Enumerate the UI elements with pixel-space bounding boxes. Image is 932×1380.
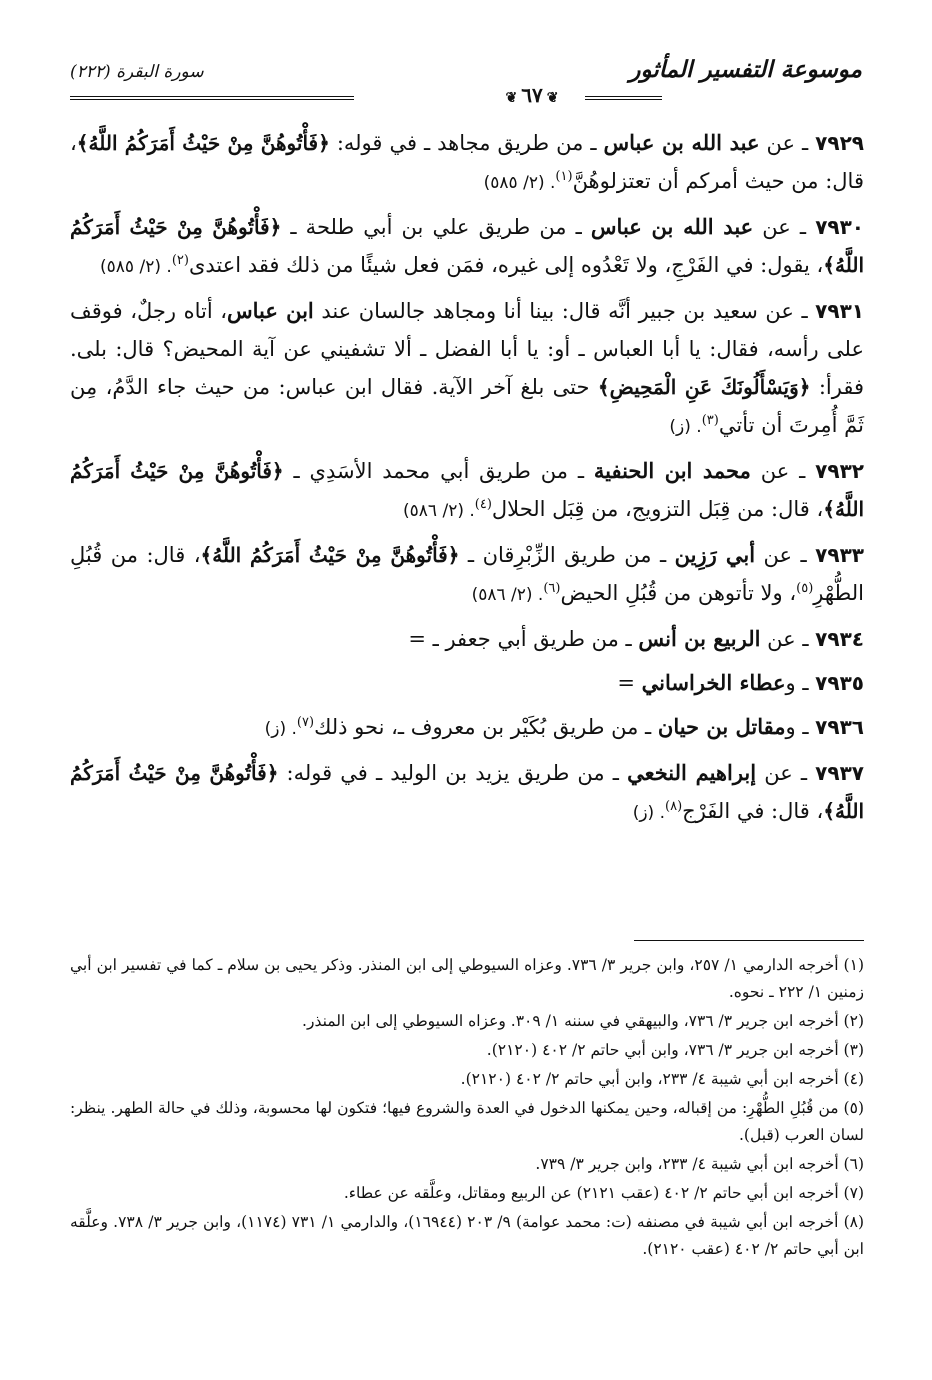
entry-text: ، قال: من قِبَل التزويج، من قِبَل الحلال [491,497,824,521]
quran-quote: ﴿فَأْتُوهُنَّ مِنْ حَيْثُ أَمَرَكُمُ اللَّهُ﴾ [70,459,864,521]
narrator-name: عطاء الخراساني [641,670,786,695]
narrator-name: محمد ابن الحنفية [593,458,751,483]
narrator-name: مقاتل بن حيان [657,714,786,739]
entry-text: ـ عن [750,459,816,483]
entry-text: ـ من طريق أبي جعفر ـ = [408,627,639,651]
footnote-marker: (٢) [171,253,189,268]
volume-reference: . (٢/ ٥٨٦) [471,585,544,605]
entry-number: ٧٩٣٣ [815,543,864,567]
footnote-marker: (١) [555,169,573,184]
footnote-marker: (٨) [665,799,683,814]
entry-number: ٧٩٣٥ [815,671,864,695]
ornament-icon: ❦ [505,90,518,106]
entry-text: ـ عن [756,761,816,785]
entry-text: ـ عن [753,215,816,239]
entry-text: ـ من طريق بُكَيْر بن معروف ـ، نحو ذلك [314,715,658,739]
footnote: (٦) أخرجه ابن أبي شيبة ٤/ ٢٣٣، وابن جرير ٣/ ٧٣٩. [535,1155,864,1173]
entry-text: ـ عن [760,627,816,651]
entry-text: ـ و [785,671,816,695]
quran-quote: ﴿فَأْتُوهُنَّ مِنْ حَيْثُ أَمَرَكُمُ اللَّهُ﴾ [70,761,864,823]
page-number: ٦٧ [521,83,543,107]
main-text [70,124,864,838]
entry-text: ـ من طريق مجاهد ـ في قوله: [329,131,604,155]
footnote-marker: (٥) [796,581,814,596]
entry-text: ، قال: في الفَرْج [682,799,824,823]
entry [70,452,864,530]
entry-number: ٧٩٣١ [815,299,864,323]
entry-number: ٧٩٣٤ [815,627,864,651]
entry-text: ـ عن [755,543,816,567]
entry-number: ٧٩٢٩ [815,131,864,155]
quran-quote: ﴿وَيَسْأَلُونَكَ عَنِ الْمَحِيضِ﴾ [597,375,811,399]
header-rule-right [585,96,662,100]
entry-text: حتى بلغ آخر الآية. فقال ابن عباس: من حيث جاء الدَّمُ، مِن ثَمَّ أُمِرتَ أن تأتي [70,375,864,437]
page-header [70,56,862,106]
entry [70,124,864,202]
entry-text: ، يقول: في الفَرْجِ، ولا تَعْدُوه إلى غيره، فمَن فعل شيئًا من ذلك فقد اعتدى [188,253,824,277]
entry-text: = [617,671,642,695]
narrator-name: إبراهيم النخعي [627,760,757,785]
entry-number: ٧٩٣٧ [815,761,864,785]
footnote-separator [634,940,864,941]
entry-text: ، قال: من قُبُلِ الطُّهْرِ [70,543,864,605]
entry-text: ـ عن سعيد بن جبير أنَّه قال: بينا أنا ومجاهد جالسان عند [313,299,816,323]
entry-text: ـ من طريق أبي محمد الأسَدِي ـ [283,459,594,483]
entry-number: ٧٩٣٠ [815,215,865,239]
volume-reference: . (ز) [632,803,666,823]
entry [70,754,864,832]
entry-text: ـ من طريق الزِّبْرِقان ـ [459,543,675,567]
entry-text: ـ و [785,715,816,739]
quran-quote: ﴿فَأْتُوهُنَّ مِنْ حَيْثُ أَمَرَكُمُ اللَّهُ﴾ [200,543,460,567]
entry [70,620,864,658]
volume-reference: . (٢/ ٥٨٥) [483,173,556,193]
entry [70,208,864,286]
narrator-name: ابن عباس [227,298,314,323]
entry [70,536,864,614]
header-rule-left [70,96,354,100]
footnote: (١) أخرجه الدارمي ١/ ٢٥٧، وابن جرير ٣/ ٧٣٦. وعزاه السيوطي إلى ابن المنذر. وذكر يحيى بن سلام ـ كما في تفسير ابن أبي زمنين ١/ ٢٢٢ ـ نحوه. [70,956,864,1001]
footnote: (٧) أخرجه ابن أبي حاتم ٢/ ٤٠٢ (عقب ٢١٢١) عن الربيع ومقاتل، وعلَّقه عن عطاء. [343,1184,864,1202]
entry-text: ـ عن [759,131,816,155]
footnote: (٨) أخرجه ابن أبي شيبة في مصنفه (ت: محمد عوامة) ٩/ ٢٠٣ (١٦٩٤٤)، والدارمي ١/ ٧٣١ (١١٧٤)، وابن جرير ٣/ ٧٣٨. وعلَّقه ابن أبي حاتم ٢/ ٤٠٢ (عقب ٢١٢٠). [70,1213,865,1258]
entry-text: ـ من طريق علي بن أبي طلحة ـ [281,215,591,239]
entry [70,664,864,702]
volume-reference: . (ز) [669,417,702,437]
entry [70,292,864,446]
quran-quote: ﴿فَأْتُوهُنَّ مِنْ حَيْثُ أَمَرَكُمُ اللَّهُ﴾ [70,215,864,277]
ornament-icon: ❦ [546,90,559,106]
page-number-block [474,83,590,107]
narrator-name: عبد الله بن عباس [603,130,760,155]
volume-reference: . (٢/ ٥٨٥) [100,257,172,277]
footnote-marker: (٧) [296,715,315,730]
footnote-marker: (٦) [543,581,561,596]
footnote: (٢) أخرجه ابن جرير ٣/ ٧٣٦، والبيهقي في سننه ١/ ٣٠٩. وعزاه السيوطي إلى ابن المنذر. [302,1012,864,1030]
entry-text: ، قال: من حيث أمركم أن تعتزلوهُنَّ [70,131,864,193]
ayah-number: (٢٢٢) [70,62,111,82]
book-title: موسوعة التفسير المأثور [629,56,862,83]
entry [70,708,864,748]
entry-text: ، أتاه رجلٌ، فوقف على رأسه، فقال: يا أبا العباس ـ أو: يا أبا الفضل ـ ألا تشفيني عن آية المحيض؟ قال: بلى. فقرأ: [70,299,864,399]
footnote: (٤) أخرجه ابن أبي شيبة ٤/ ٢٣٣، وابن أبي حاتم ٢/ ٤٠٢ (٢١٢٠). [460,1070,864,1088]
volume-reference: . (ز) [264,719,297,739]
surah-name: سورة البقرة [116,62,204,82]
surah-title [70,62,204,82]
narrator-name: الربيع بن أنس [638,626,761,651]
entry-number: ٧٩٣٢ [815,459,864,483]
footnote: (٥) من قُبُلِ الطُّهْرِ: من إقباله، وحين يمكنها الدخول في العدة والشروع فيها؛ فتكون لها محسوبة، وذلك في حالة الطهر. ينظر: لسان العرب (قبل). [70,1099,864,1144]
entry-number: ٧٩٣٦ [815,715,864,739]
footnote-marker: (٤) [474,497,492,512]
quran-quote: ﴿فَأْتُوهُنَّ مِنْ حَيْثُ أَمَرَكُمُ اللَّهُ﴾ [76,131,330,155]
narrator-name: عبد الله بن عباس [590,214,754,239]
volume-reference: . (٢/ ٥٨٦) [403,501,475,521]
entry-text: ، ولا تأتوهن من قُبُلِ الحيض [560,581,797,605]
entry-text: ـ من طريق يزيد بن الوليد ـ في قوله: [278,761,628,785]
narrator-name: أبي رَزِين [674,542,756,567]
footnote: (٣) أخرجه ابن جرير ٣/ ٧٣٦، وابن أبي حاتم ٢/ ٤٠٢ (٢١٢٠). [486,1041,864,1059]
footnotes [70,952,864,1265]
footnote-marker: (٣) [701,413,719,428]
